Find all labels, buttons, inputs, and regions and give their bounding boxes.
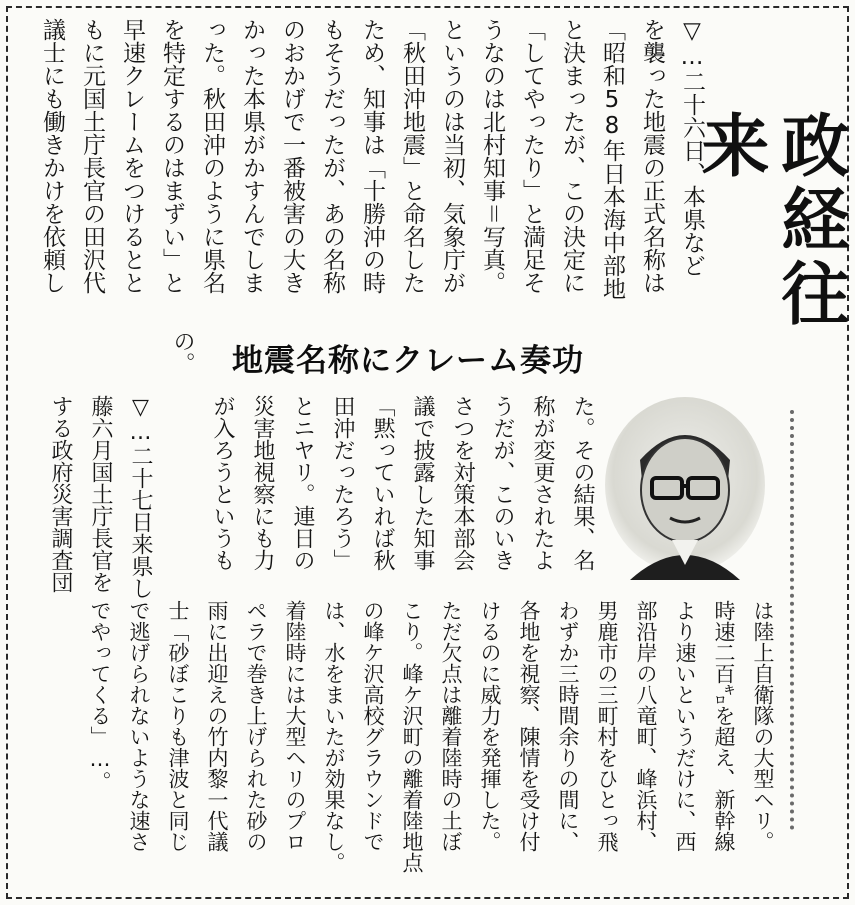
text-column: かった本県がかすんでしま	[239, 18, 265, 294]
text-column: った。秋田沖のように県名	[199, 18, 225, 294]
text-column: さつを対策本部会	[450, 395, 475, 571]
text-column: 議で披露した知事	[410, 395, 435, 571]
text-column: 雨に出迎えの竹内黎一代議	[205, 600, 229, 852]
text-column: ▽…二十七日来県し	[128, 395, 153, 599]
text-column: 士「砂ぼこりも津波と同じ	[166, 600, 190, 852]
text-column: でやってくる」…。	[88, 600, 112, 792]
text-column: ▽…二十六日、本県など	[679, 18, 705, 277]
text-column: うなのは北村知事＝写真。	[479, 18, 505, 294]
text-column: た。その結果、名	[570, 395, 595, 571]
text-column: 議士にも働きかけを依頼し	[39, 18, 65, 294]
text-column: もそうだったが、あの名称	[319, 18, 345, 294]
text-column: は陸上自衛隊の大型ヘリ。	[751, 600, 775, 852]
text-column: 着陸時には大型ヘリのプロ	[283, 600, 307, 852]
text-column: ペラで巻き上げられた砂の	[244, 600, 268, 852]
text-column: 「昭和58年日本海中部地	[599, 18, 625, 300]
text-column: する政府災害調査団	[48, 395, 73, 593]
text-column: が入ろうというも	[210, 395, 235, 571]
column-title: 政経往来	[690, 110, 850, 332]
portrait-photo	[600, 390, 770, 590]
text-column: を特定するのはまずい」と	[159, 18, 185, 294]
text-column: わずか三時間余りの間に、	[556, 600, 580, 852]
text-column: というのは当初、気象庁が	[439, 18, 465, 294]
text-column: を襲った地震の正式名称は	[639, 18, 665, 294]
middle-tail-text: の。	[170, 330, 195, 374]
text-column: と決まったが、この決定に	[559, 18, 585, 294]
text-column: ため、知事は「十勝沖の時	[359, 18, 385, 294]
text-column: 「黙っていれば秋	[370, 395, 395, 571]
text-column: こり。峰ケ沢町の離着陸地点	[400, 600, 424, 873]
text-column: より速いというだけに、西	[673, 600, 697, 852]
text-column: 田沖だったろう」	[330, 395, 355, 571]
text-column: のおかげで一番被害の大き	[279, 18, 305, 294]
text-column: 災害地視察にも力	[250, 395, 275, 571]
text-column: 「秋田沖地震」と命名した	[399, 18, 425, 294]
text-column: うだが、このいき	[490, 395, 515, 571]
text-column: ただ欠点は離着陸時の土ぼ	[439, 600, 463, 852]
text-column: けるのに威力を発揮した。	[478, 600, 502, 852]
text-column: 藤六月国土庁長官を	[88, 395, 113, 593]
text-column: で逃げられないような速さ	[127, 600, 151, 852]
dotted-divider	[790, 410, 834, 830]
text-column: 男鹿市の三町村をひとっ飛	[595, 600, 619, 852]
text-column: 「してやったり」と満足そ	[519, 18, 545, 294]
article-headline: 地震名称にクレーム奏功	[232, 343, 584, 379]
text-column: は、水をまいたが効果なし。	[322, 600, 346, 873]
text-column: 早速クレームをつけるとと	[119, 18, 145, 294]
text-column: の峰ケ沢高校グラウンドで	[361, 600, 385, 852]
text-column: とニヤリ。連日の	[290, 395, 315, 571]
text-column: 時速二百㌔を超え、新幹線	[712, 600, 736, 852]
text-column: もに元国土庁長官の田沢代	[79, 18, 105, 294]
text-column: 部沿岸の八竜町、峰浜村、	[634, 600, 658, 852]
text-column: 各地を視察、陳情を受け付	[517, 600, 541, 852]
text-column: 称が変更されたよ	[530, 395, 555, 571]
